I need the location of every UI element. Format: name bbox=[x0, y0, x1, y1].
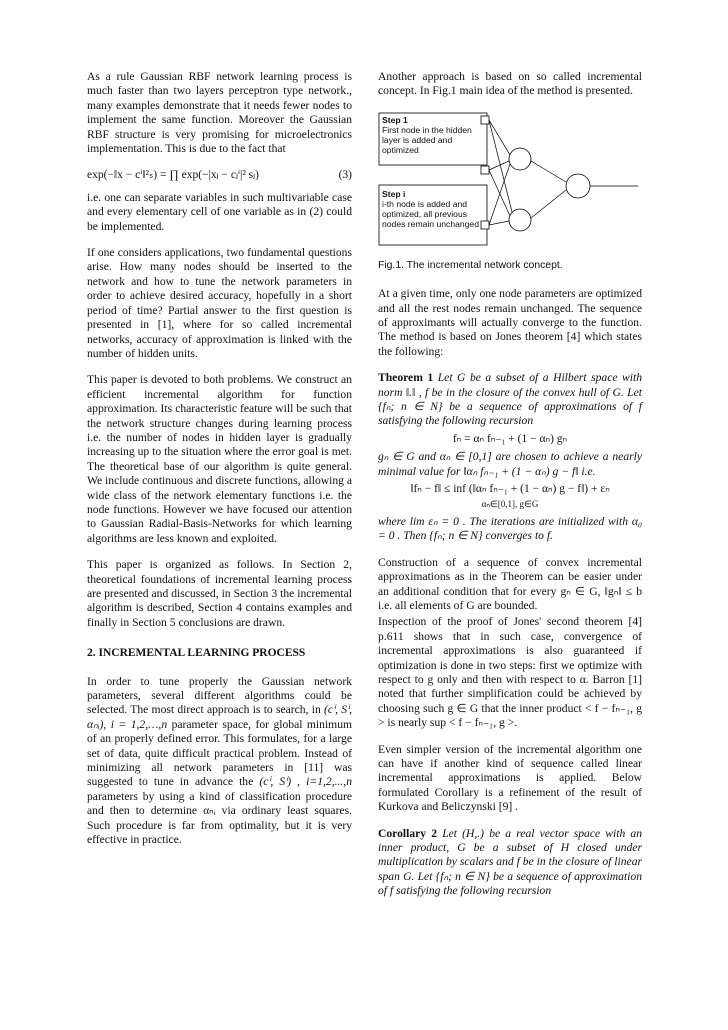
equation-3-body: exp(−‖x − cⁱ‖²ₛ) = ∏ exp(−|xⱼ − cⱼⁱ|² sⱼ) bbox=[87, 169, 259, 182]
input-node-1 bbox=[481, 116, 489, 124]
paragraph-convex: Construction of a sequence of convex incremental approximations as in the Theorem can be easier under an additional condition that for every gₙ ∈ G, ‖gₙ‖ ≤ b i.e. all elements of G are bounded. bbox=[378, 555, 642, 612]
theorem-text-2: gₙ ∈ G and αₙ ∈ [0,1] are chosen to achieve a nearly minimal value for ‖αₙ fₙ₋₁ + (1 − αₙ) g − f‖ i.e. bbox=[378, 450, 642, 478]
paragraph-separation: i.e. one can separate variables in such multivariable case and every elementary cell of one variable as in (2) could be implemented. bbox=[87, 190, 352, 233]
tuning-text-c: parameters by using a kind of classification procedure and then to determine αₙᵢ via ordinary least squares. Such procedure is far from optimality, but it is very effective in practice. bbox=[87, 789, 352, 847]
step1-text: First node in the hidden layer is added and optimized bbox=[382, 124, 472, 155]
section-heading: 2. INCREMENTAL LEARNING PROCESS bbox=[87, 647, 306, 660]
theorem-inequality-sub: αₙ∈[0,1], g∈G bbox=[481, 498, 539, 509]
corollary-text: Let (H,.) be a real vector space with an inner product, G be a subset of H closed under multiplication by scalars and f be in the closure of linear span G. Let {fₙ; n ∈ N} be a sequence of approximation of f satisfying the following recursion bbox=[378, 826, 642, 898]
paragraph-questions: If one considers applications, two fundamental questions arise. How many nodes should be inserted to the network and how to tune the network parameters in order to achieve desired accuracy, hopefully in a short period of time? Partial answer to the first question is presented in [1], where for so called incremental networks, accuracy of approximation is linked with the number of hidden units. bbox=[87, 246, 352, 360]
right-column bbox=[378, 70, 642, 911]
left-column bbox=[87, 70, 352, 860]
stepi-title: Step i bbox=[382, 188, 406, 199]
stepi-label bbox=[382, 189, 486, 229]
paragraph-incremental: Another approach is based on so called incremental concept. In Fig.1 main idea of the method is presented. bbox=[378, 70, 642, 98]
theorem-recursion: fₙ = αₙ fₙ₋₁ + (1 − αₙ) gₙ bbox=[452, 432, 568, 445]
hidden-node-i bbox=[509, 209, 531, 231]
corollary-2 bbox=[378, 827, 642, 899]
theorem-label: Theorem 1 bbox=[378, 371, 434, 385]
input-node-2 bbox=[481, 166, 489, 174]
equation-3 bbox=[87, 168, 352, 182]
stepi-text: i-th node is added and optimized, all previous nodes remain unchanged bbox=[382, 198, 479, 229]
step1-title: Step 1 bbox=[382, 114, 408, 125]
output-node bbox=[566, 174, 590, 198]
tuning-text-a: In order to tune properly the Gaussian network parameters, several different algorithms could be selected. The most direct approach is to search, in bbox=[87, 674, 352, 717]
tuning-math-a: (cⁱ, Sⁱ, αₙᵢ), i = 1,2,…,n bbox=[87, 703, 352, 731]
theorem-1 bbox=[378, 371, 642, 543]
figure-1 bbox=[378, 111, 642, 251]
equation-3-number: (3) bbox=[338, 169, 352, 182]
theorem-inequality bbox=[378, 482, 642, 511]
paragraph-jones: At a given time, only one node parameters are optimized and all the rest nodes remain unchanged. The sequence of approximants will actually converge to the function. The method is based on Jones theorem [4] which states the following: bbox=[378, 287, 642, 358]
hidden-node-1 bbox=[509, 148, 531, 170]
corollary-label: Corollary 2 bbox=[378, 826, 438, 840]
paragraph-organization: This paper is organized as follows. In Section 2, theoretical foundations of incremental learning process are presented and discussed, in Section 3 the incremental algorithm is described, Section 4 contains examples and finally in Section 5 conclusions are drawn. bbox=[87, 558, 352, 629]
paragraph-tuning bbox=[87, 675, 352, 848]
theorem-inequality-main: ‖fₙ − f‖ ≤ inf (‖αₙ fₙ₋₁ + (1 − αₙ) g − f‖) + εₙ bbox=[410, 483, 610, 496]
figure-caption: Fig.1. The incremental network concept. bbox=[378, 259, 563, 271]
step1-label bbox=[382, 115, 482, 155]
theorem-text-3: where lim εₙ = 0 . The iterations are initialized with α₀ = 0 . Then {fₙ; n ∈ N} converges to f. bbox=[378, 514, 642, 543]
tuning-math-b: (cⁱ, Sⁱ) , i=1,2,...,n bbox=[259, 775, 352, 789]
theorem-text-1: Let G be a subset of a Hilbert space with norm ‖.‖ , f be in the closure of the convex hull of G. Let {fₙ; n ∈ N} be a sequence of approximations of f satisfying the following recursion bbox=[378, 371, 642, 428]
paragraph-rbf-intro: As a rule Gaussian RBF network learning process is much faster than two layers perceptron type network., many examples demonstrate that it needs fewer nodes to implement the same function. Moreover the Gaussian RBF structure is very promising for microelectronics implementation. This is due to the fact that bbox=[87, 70, 352, 156]
paragraph-simpler: Even simpler version of the incremental algorithm one can have if another kind of sequence called linear incremental approximations is applied. Below formulated Corollary is a refinement of the result of Kurkova and Beliczynski [9] . bbox=[378, 742, 642, 814]
paragraph-devoted: This paper is devoted to both problems. We construct an efficient incremental algorithm for function approximation. Its characteristic feature will be such that the network structure changes during learning process i.e. the number of nodes in hidden layer is gradually increasing up to the situation where the error goal is met. The theoretical base of our algorithm is quite general. We include continuous and discrete functions, allowing a wide class of the network elementary functions i.e. the node functions. However we have focused our attention to Gaussian Radial-Basis-Networks for which learning algorithms are less known and exploited. bbox=[87, 373, 353, 545]
paragraph-inspection: Inspection of the proof of Jones' second theorem [4] p.611 shows that in such case, convergence of incremental approximations is also guaranteed if optimization is done in two steps: first we optimize with respect to g only and then with respect to α. Barron [1] noted that further simplification could be achieved by choosing such g ∈ G that the inner product < f − fₙ₋₁, g > is nearly sup < f − fₙ₋₁, g >. bbox=[378, 615, 642, 730]
tuning-text-b: parameter space, for global minimum of an properly defined error. This formulates, for a large set of data, quite difficult practical problem. Instead of minimizing all network parameters in [11] was suggested to tune in advance the bbox=[87, 717, 353, 789]
